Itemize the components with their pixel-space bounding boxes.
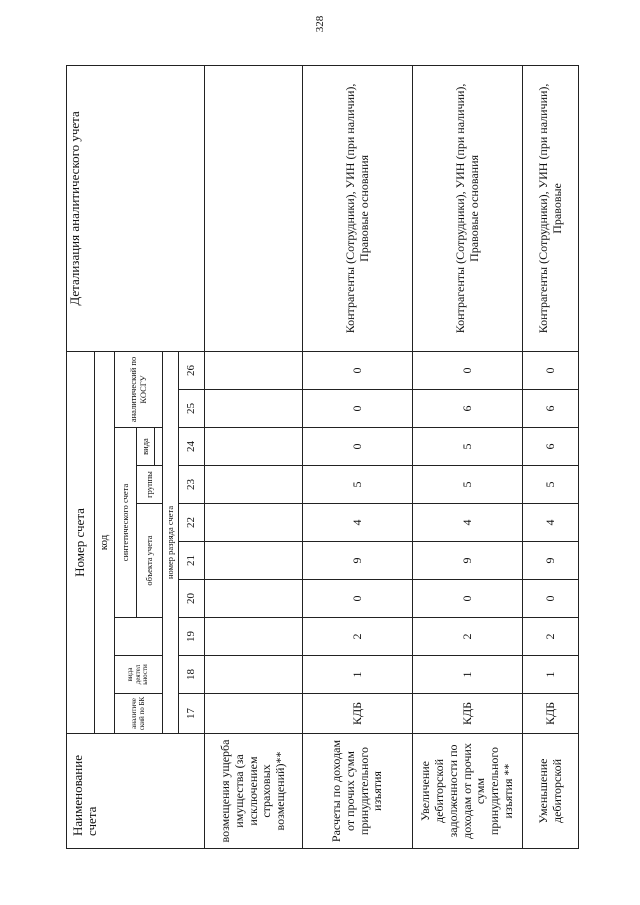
row-value: 0 [523,580,579,618]
row-value: 4 [413,504,523,542]
header-code: код [95,351,115,733]
row-value: 1 [413,656,523,694]
row-value: 1 [303,656,413,694]
digit-21: 21 [179,542,205,580]
row-value: 9 [303,542,413,580]
header-activity-type: вида деятел ьности [115,656,163,694]
header-kind: вида [137,428,155,466]
row-value: 0 [303,351,413,389]
digit-18: 18 [179,656,205,694]
row-value: 0 [303,428,413,466]
row-name: Расчеты по доходам от прочих сумм принудительного изъятия [303,734,413,849]
rotated-table-container [66,66,578,849]
table-row [413,65,523,848]
digit-24: 24 [179,428,205,466]
row-name: Уменьшение дебиторской [523,734,579,849]
header-kosgu: аналитический по КОСГУ [115,351,163,427]
row-value: 0 [303,390,413,428]
row-name: Увеличение дебиторской задолженности по доходам от прочих сумм принудительного изъятия ** [413,734,523,849]
row-value: 6 [413,390,523,428]
row-value [205,428,303,466]
row-value [205,618,303,656]
row-name: возмещения ущерба имущества (за исключением страховых возмещений)** [205,734,303,849]
row-value: 9 [523,542,579,580]
row-value [205,466,303,504]
accounts-table [66,65,579,849]
row-value: 6 [523,428,579,466]
header-object: объекта учета [137,504,163,618]
row-detail [205,65,303,351]
row-value: 4 [303,504,413,542]
row-value: 5 [523,466,579,504]
row-value [205,694,303,734]
page-number: 328 [314,15,326,33]
row-value: КДБ [523,694,579,734]
row-value: 2 [413,618,523,656]
row-value [205,390,303,428]
header-account-name: Наименование счета [67,734,205,849]
header-group: группы [137,466,163,504]
digit-23: 23 [179,466,205,504]
header-analytic-bk: аналитиче ский по БК [115,694,163,734]
row-value: КДБ [413,694,523,734]
row-value [205,542,303,580]
header-detail: Детализация аналитического учета [67,65,205,351]
row-value: 2 [523,618,579,656]
row-value [205,504,303,542]
row-value: 4 [523,504,579,542]
table-row [303,65,413,848]
header-empty-19 [115,618,163,656]
header-account-number: Номер счета [67,351,95,733]
row-value: КДБ [303,694,413,734]
row-value: 0 [413,351,523,389]
row-value: 5 [303,466,413,504]
row-value [205,656,303,694]
digit-26: 26 [179,351,205,389]
row-value [205,351,303,389]
digit-25: 25 [179,390,205,428]
digit-17: 17 [179,694,205,734]
row-value: 1 [523,656,579,694]
row-detail: Контрагенты (Сотрудники), УИН (при наличии), Правовые основания [303,65,413,351]
row-value: 5 [413,428,523,466]
row-value: 0 [303,580,413,618]
digit-22: 22 [179,504,205,542]
row-value: 2 [303,618,413,656]
row-value: 9 [413,542,523,580]
row-detail: Контрагенты (Сотрудники), УИН (при наличии), Правовые [523,65,579,351]
table-row [205,65,303,848]
digit-20: 20 [179,580,205,618]
row-value: 0 [523,351,579,389]
header-digit-number: номер разряда счета [163,351,179,733]
table-row [523,65,579,848]
row-detail: Контрагенты (Сотрудники), УИН (при наличии), Правовые основания [413,65,523,351]
row-value: 5 [413,466,523,504]
row-value: 6 [523,390,579,428]
header-kind-spacer [155,428,163,466]
digit-19: 19 [179,618,205,656]
header-synthetic: синтетического счета [115,428,137,618]
row-value [205,580,303,618]
row-value: 0 [413,580,523,618]
rotated-table [66,66,578,849]
